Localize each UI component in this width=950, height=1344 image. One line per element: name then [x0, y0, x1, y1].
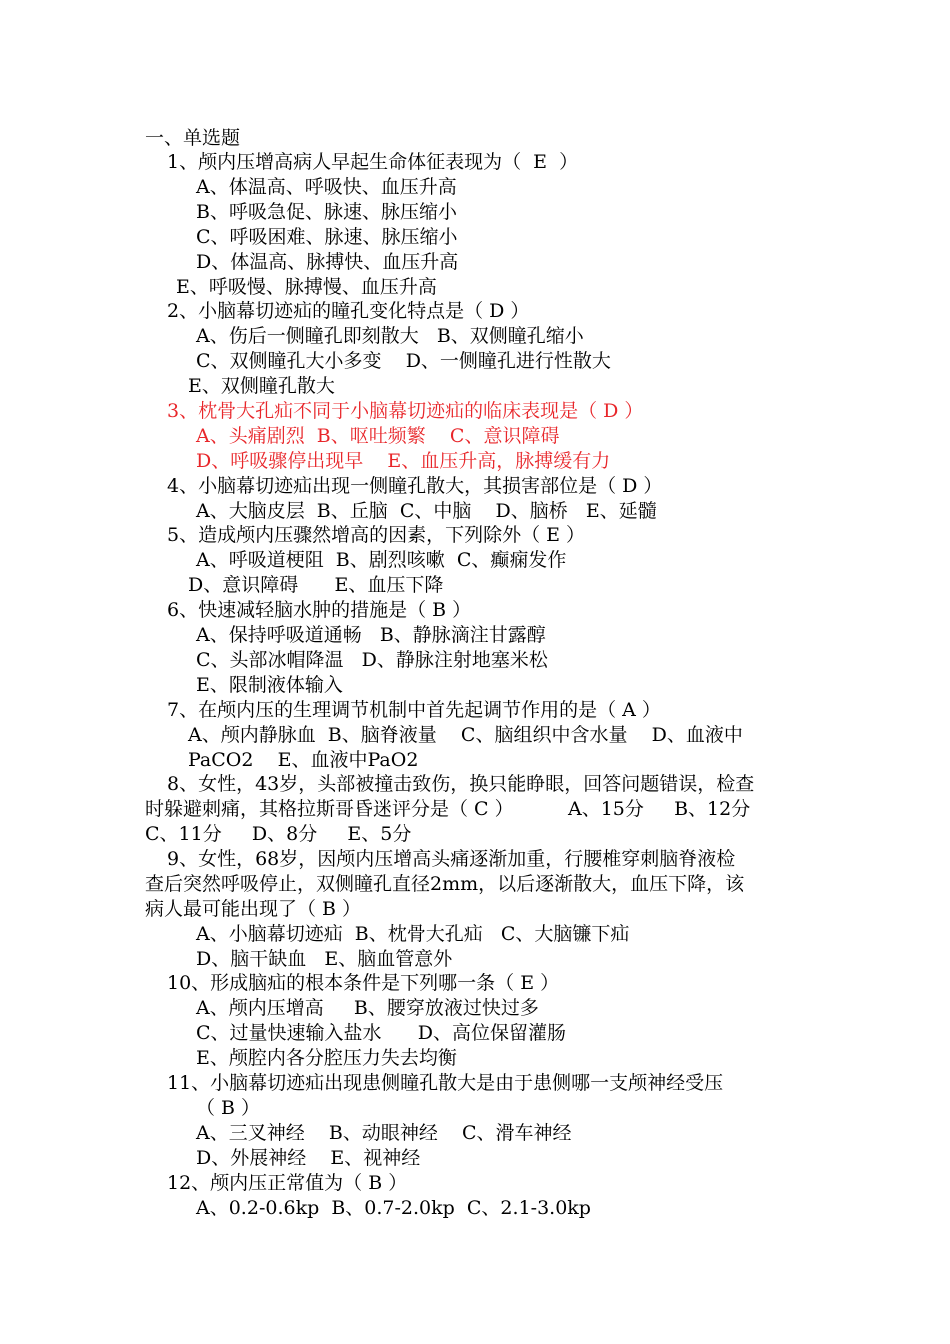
question-10: 10、形成脑疝的根本条件是下列哪一条（ E ）	[167, 972, 560, 994]
q7-options-line-2: PaCO2 E、血液中PaO2	[188, 749, 419, 771]
q10-option-e: E、颅腔内各分腔压力失去均衡	[196, 1047, 457, 1069]
q6-options-cd: C、头部冰帽降温 D、静脉注射地塞米松	[196, 649, 548, 671]
q9-options-de: D、脑干缺血 E、脑血管意外	[196, 948, 453, 970]
q1-option-b: B、呼吸急促、脉速、脉压缩小	[196, 201, 457, 223]
section-heading: 一、单选题	[145, 127, 241, 149]
q3-options-abc: A、头痛剧烈 B、呕吐频繁 C、意识障碍	[196, 425, 560, 447]
q6-option-e: E、限制液体输入	[196, 674, 343, 696]
q11-options-de: D、外展神经 E、视神经	[196, 1147, 421, 1169]
question-8-line-2: 时躲避刺痛，其格拉斯哥昏迷评分是（ C ） A、15分 B、12分	[145, 798, 751, 820]
q2-options-ab: A、伤后一侧瞳孔即刻散大 B、双侧瞳孔缩小	[196, 325, 584, 347]
question-7: 7、在颅内压的生理调节机制中首先起调节作用的是（ A ）	[167, 699, 661, 721]
question-4: 4、小脑幕切迹疝出现一侧瞳孔散大，其损害部位是（ D ）	[167, 475, 663, 497]
q2-options-cd: C、双侧瞳孔大小多变 D、一侧瞳孔进行性散大	[196, 350, 611, 372]
q1-option-c: C、呼吸困难、脉速、脉压缩小	[196, 226, 458, 248]
question-2: 2、小脑幕切迹疝的瞳孔变化特点是（ D ）	[167, 300, 530, 322]
q2-option-e: E、双侧瞳孔散大	[188, 375, 335, 397]
q1-option-d: D、体温高、脉搏快、血压升高	[196, 251, 459, 273]
q5-options-de: D、意识障碍 E、血压下降	[188, 574, 444, 596]
question-9-line-1: 9、女性，68岁，因颅内压增高头痛逐渐加重，行腰椎穿刺脑脊液检	[167, 848, 736, 870]
q4-options: A、大脑皮层 B、丘脑 C、中脑 D、脑桥 E、延髓	[196, 500, 657, 522]
q1-option-a: A、体温高、呼吸快、血压升高	[196, 176, 457, 198]
question-9-line-2: 查后突然呼吸停止，双侧瞳孔直径2mm，以后逐渐散大，血压下降，该	[145, 873, 745, 895]
q9-options-abc: A、小脑幕切迹疝 B、枕骨大孔疝 C、大脑镰下疝	[196, 923, 630, 945]
question-11-line-1: 11、小脑幕切迹疝出现患侧瞳孔散大是由于患侧哪一支颅神经受压	[167, 1072, 724, 1094]
q8-options: C、11分 D、8分 E、5分	[145, 823, 412, 845]
q10-options-cd: C、过量快速输入盐水 D、高位保留灌肠	[196, 1022, 567, 1044]
question-1: 1、颅内压增高病人早起生命体征表现为（ E ）	[167, 151, 579, 173]
q6-options-ab: A、保持呼吸道通畅 B、静脉滴注甘露醇	[196, 624, 546, 646]
q1-option-e: E、呼吸慢、脉搏慢、血压升高	[176, 276, 437, 298]
q11-options-abc: A、三叉神经 B、动眼神经 C、滑车神经	[196, 1122, 572, 1144]
question-6: 6、快速减轻脑水肿的措施是（ B ）	[167, 599, 472, 621]
question-12: 12、颅内压正常值为（ B ）	[167, 1172, 408, 1194]
q10-options-ab: A、颅内压增高 B、腰穿放液过快过多	[196, 997, 539, 1019]
question-11-line-2: （ B ）	[196, 1097, 261, 1119]
question-3: 3、枕骨大孔疝不同于小脑幕切迹疝的临床表现是（ D ）	[167, 400, 644, 422]
question-8-line-1: 8、女性，43岁，头部被撞击致伤，换只能睁眼，回答问题错误，检查	[167, 773, 755, 795]
question-5: 5、造成颅内压骤然增高的因素，下列除外（ E ）	[167, 524, 586, 546]
q5-options-abc: A、呼吸道梗阻 B、剧烈咳嗽 C、癫痫发作	[196, 549, 567, 571]
q7-options-line-1: A、颅内静脉血 B、脑脊液量 C、脑组织中含水量 D、血液中	[188, 724, 743, 746]
q3-options-de: D、呼吸骤停出现早 E、血压升高，脉搏缓有力	[196, 450, 611, 472]
q12-options: A、0.2-0.6kp B、0.7-2.0kp C、2.1-3.0kp	[196, 1197, 591, 1219]
question-9-line-3: 病人最可能出现了（ B ）	[145, 898, 362, 920]
